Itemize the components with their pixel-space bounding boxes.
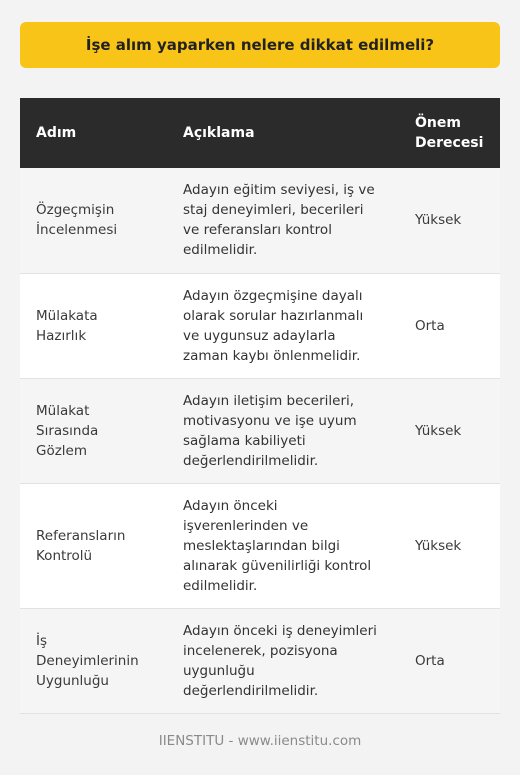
- importance-cell: Yüksek: [399, 378, 500, 483]
- table-header-row: [20, 98, 500, 168]
- description-cell: Adayın iletişim becerileri, motivasyonu ve işe uyum sağlama kabiliyeti değerlendirilmelidir.: [167, 378, 399, 483]
- step-cell: Özgeçmişin İncelenmesi: [20, 168, 167, 273]
- page-title: İşe alım yaparken nelere dikkat edilmeli?: [85, 36, 435, 54]
- table-row: [20, 608, 500, 713]
- description-cell: Adayın önceki iş deneyimleri incelenerek, pozisyona uygunluğu değerlendirilmelidir.: [167, 608, 399, 713]
- step-cell: İş Deneyimlerinin Uygunluğu: [20, 608, 167, 713]
- description-cell: Adayın önceki işverenlerinden ve meslektaşlarından bilgi alınarak güvenilirliği kontrol edilmelidir.: [167, 483, 399, 608]
- footer-credit: IIENSTITU - www.iienstitu.com: [158, 733, 362, 749]
- table-row: [20, 483, 500, 608]
- table-row: [20, 378, 500, 483]
- step-cell: Mülakata Hazırlık: [20, 273, 167, 378]
- column-header-step: Adım: [20, 98, 167, 168]
- title-banner: [20, 22, 500, 68]
- importance-cell: Orta: [399, 273, 500, 378]
- importance-cell: Yüksek: [399, 483, 500, 608]
- column-header-description: Açıklama: [167, 98, 399, 168]
- importance-cell: Orta: [399, 608, 500, 713]
- importance-cell: Yüksek: [399, 168, 500, 273]
- description-cell: Adayın özgeçmişine dayalı olarak sorular hazırlanmalı ve uygunsuz adaylarla zaman kaybı önlenmelidir.: [167, 273, 399, 378]
- step-cell: Referansların Kontrolü: [20, 483, 167, 608]
- description-cell: Adayın eğitim seviyesi, iş ve staj deneyimleri, becerileri ve referansları kontrol edilmelidir.: [167, 168, 399, 273]
- steps-table: [20, 98, 500, 714]
- step-cell: Mülakat Sırasında Gözlem: [20, 378, 167, 483]
- table-row: [20, 273, 500, 378]
- table-row: [20, 168, 500, 273]
- column-header-importance: Önem Derecesi: [399, 98, 500, 168]
